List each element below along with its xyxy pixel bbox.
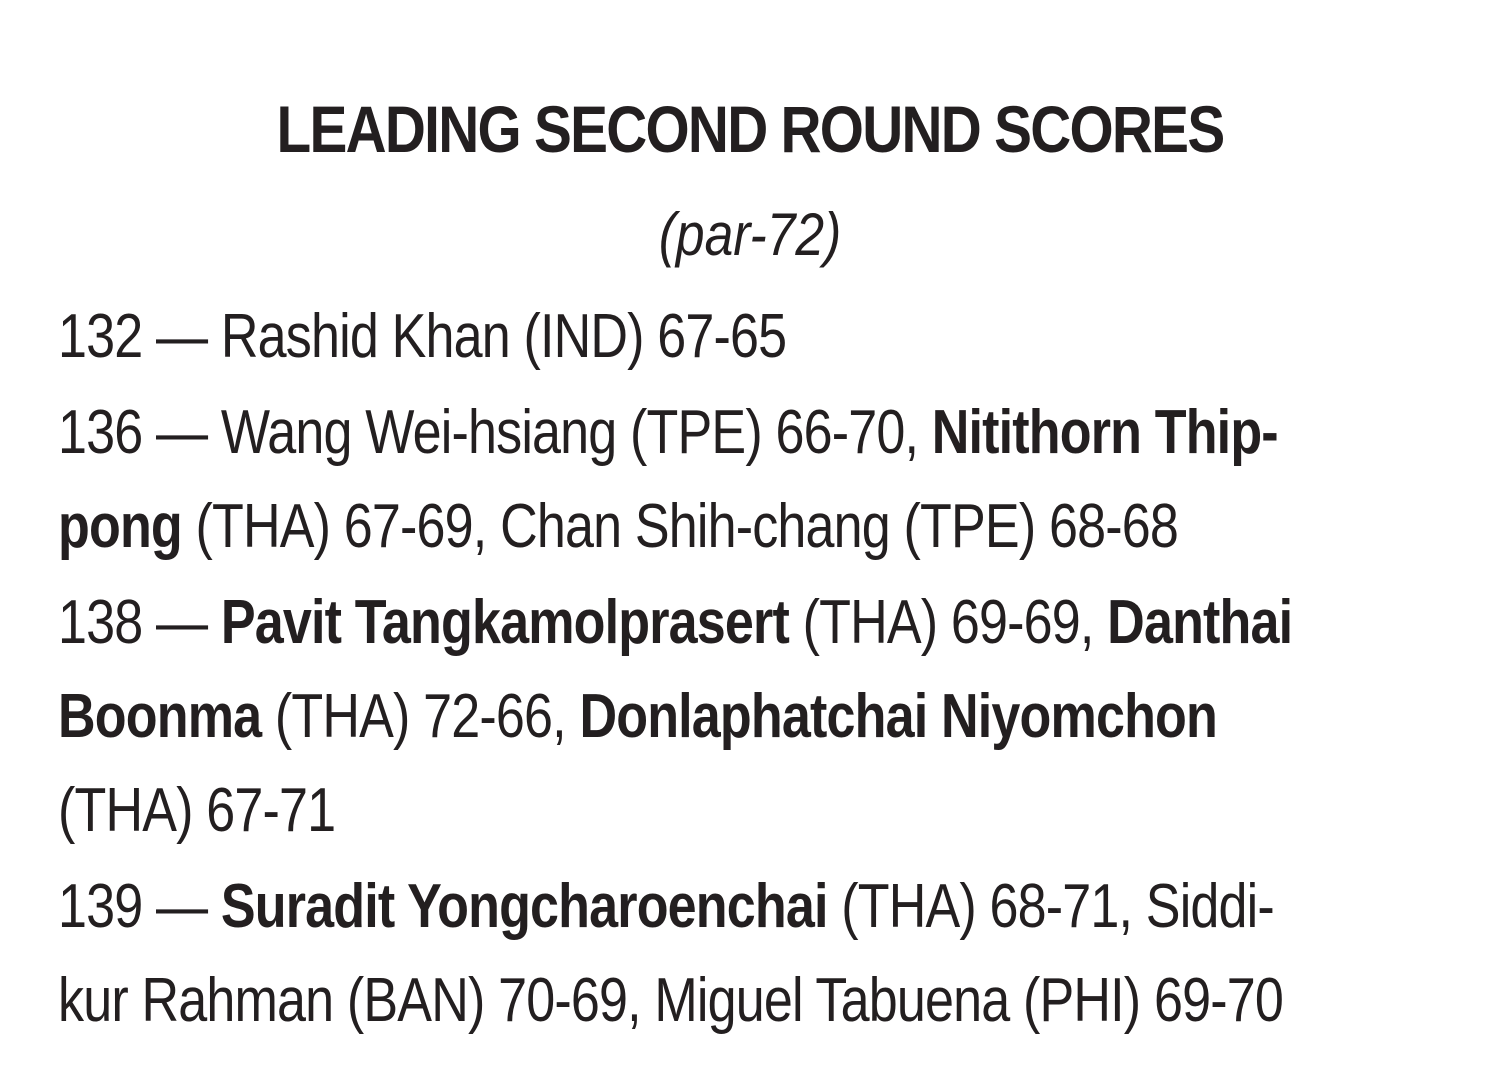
score-line	[58, 670, 1419, 764]
score-line	[58, 386, 1419, 480]
score-text: (IND) 67-65	[509, 302, 787, 371]
score-text: (THA) 69-69,	[788, 588, 1108, 657]
score-line	[58, 290, 1419, 384]
player-name-bold: Danthai	[1107, 588, 1293, 657]
score-text: (PHI) 69-70	[1009, 966, 1283, 1035]
player-name-bold: Donlaphatchai Niyomchon	[579, 682, 1217, 751]
player-name-bold: Boonma	[58, 682, 262, 751]
score-text: (THA) 68-71,	[827, 872, 1146, 941]
score-group-138	[58, 576, 1419, 858]
score-text: 132 —	[58, 302, 221, 371]
player-name-bold: Nitithorn Thip-	[931, 398, 1278, 467]
score-text: 139 —	[58, 872, 221, 941]
score-text: Wang Wei-hsiang	[220, 398, 617, 467]
score-line	[58, 480, 1419, 574]
score-text: 136 —	[58, 398, 221, 467]
score-text: (THA) 67-69,	[181, 492, 501, 561]
player-name-bold: Suradit Yongcharoenchai	[220, 872, 828, 941]
score-group-139	[58, 860, 1419, 1048]
score-text: kur Rahman	[58, 966, 334, 1035]
score-text: 138 —	[58, 588, 221, 657]
score-line	[58, 764, 1419, 858]
score-text: Chan Shih-chang	[500, 492, 890, 561]
score-line	[58, 860, 1419, 954]
score-group-132	[58, 290, 1419, 384]
page-title: LEADING SECOND ROUND SCORES	[276, 92, 1224, 166]
score-line	[58, 576, 1419, 670]
score-text: Siddi-	[1145, 872, 1274, 941]
score-group-136	[58, 386, 1419, 574]
score-text: Miguel Tabuena	[654, 966, 1010, 1035]
score-text: Rashid Khan	[220, 302, 510, 371]
score-text: (BAN) 70-69,	[333, 966, 655, 1035]
player-name-bold: Pavit Tangkamolprasert	[220, 588, 789, 657]
score-text: (TPE) 66-70,	[616, 398, 932, 467]
score-text: (THA) 72-66,	[261, 682, 580, 751]
results-list	[58, 290, 1419, 1048]
score-text: (THA) 67-71	[58, 776, 336, 845]
score-line	[58, 954, 1419, 1048]
player-name-bold: pong	[58, 492, 182, 561]
score-text: (TPE) 68-68	[889, 492, 1178, 561]
page-subtitle: (par-72)	[658, 201, 842, 268]
